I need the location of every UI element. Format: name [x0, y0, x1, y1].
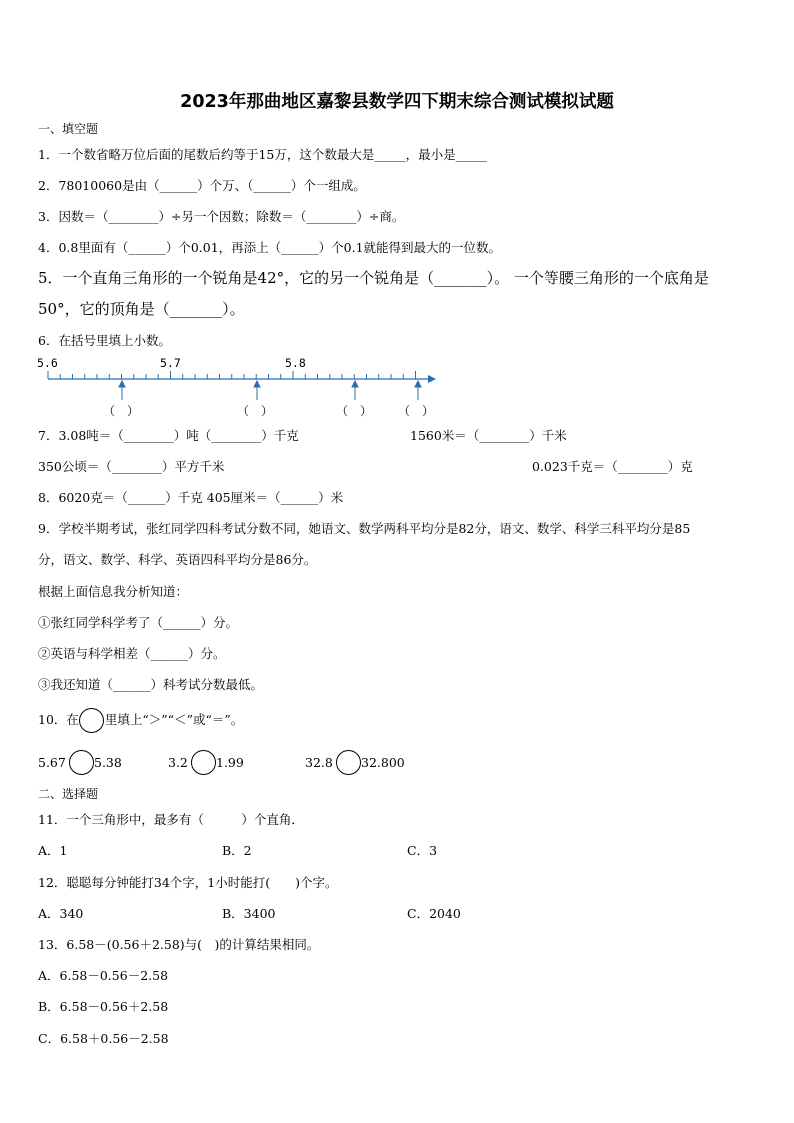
option-a: A．340	[38, 906, 84, 921]
number-line-blank: （ ）	[336, 404, 373, 418]
question-10-prefix: 10．在	[38, 712, 79, 727]
compare-circle[interactable]	[69, 750, 94, 775]
compare-circle[interactable]	[191, 750, 216, 775]
question-3: 3．因数＝（________）÷另一个因数；除数＝（________）÷商。	[38, 209, 405, 224]
question-8: 8．6020克＝（______）千克 405厘米＝（______）米	[38, 490, 344, 505]
number-line-label: 5.8	[285, 356, 306, 370]
number-line-blank: （ ）	[237, 404, 274, 418]
question-11: 11．一个三角形中，最多有（ ）个直角．	[38, 812, 304, 827]
compare-left: 5.67	[38, 755, 66, 770]
arrow-up-icon	[352, 381, 358, 387]
compare-left: 32.8	[305, 755, 333, 770]
question-10	[38, 712, 243, 728]
number-line-label: 5.6	[37, 356, 58, 370]
question-7-part-d: 0.023千克＝（________）克	[532, 459, 693, 474]
option-b: B．2	[222, 843, 252, 858]
question-7-part-b: 1560米＝（________）千米	[410, 428, 567, 443]
number-line	[0, 350, 794, 430]
option-a: A．1	[38, 843, 68, 858]
compare-right: 5.38	[94, 755, 122, 770]
arrow-up-icon	[415, 381, 421, 387]
question-9-line-3: 根据上面信息我分析知道：	[38, 584, 189, 599]
question-9-line-2: 分，语文、数学、科学、英语四科平均分是86分。	[38, 552, 317, 567]
arrow-right-icon	[428, 375, 436, 383]
question-9-sub-3: ③我还知道（______）科考试分数最低。	[38, 677, 264, 692]
option-c: C．3	[407, 843, 438, 858]
circle-icon	[79, 708, 104, 733]
question-10-suffix: 里填上“＞”“＜”或“＝”。	[104, 712, 244, 727]
option-b: B．3400	[222, 906, 276, 921]
section-heading-choice: 二、选择题	[38, 787, 99, 801]
question-2: 2．78010060是由（______）个万、（______）个一组成。	[38, 178, 366, 193]
question-4: 4．0.8里面有（______）个0.01，再添上（______）个0.1就能得到最大的一位数。	[38, 240, 502, 255]
compare-item	[38, 755, 66, 771]
question-9-sub-2: ②英语与科学相差（______）分。	[38, 646, 226, 661]
number-line-label: 5.7	[160, 356, 181, 370]
question-7-part-c: 350公顷＝（________）平方千米	[38, 459, 225, 474]
arrow-up-icon	[119, 381, 125, 387]
question-5-line-1: 5．一个直角三角形的一个锐角是42°，它的另一个锐角是（_______）。 一个等腰三角形的一个底角是	[38, 269, 709, 287]
compare-right: 1.99	[216, 755, 244, 770]
question-12: 12．聪聪每分钟能打34个字，1小时能打( )个字。	[38, 875, 338, 890]
compare-right: 32.800	[361, 755, 405, 770]
option-b: B．6.58－0.56＋2.58	[38, 999, 169, 1014]
arrow-up-icon	[254, 381, 260, 387]
section-heading-fill-blank: 一、填空题	[38, 122, 99, 136]
question-9-sub-1: ①张红同学科学考了（______）分。	[38, 615, 239, 630]
question-5-line-2: 50°，它的顶角是（_______）。	[38, 300, 245, 318]
question-13: 13．6.58－(0.56＋2.58)与( )的计算结果相同。	[38, 937, 320, 952]
option-c: C．2040	[407, 906, 461, 921]
question-9-line-1: 9．学校半期考试，张红同学四科考试分数不同，她语文、数学两科平均分是82分，语文、数学、科学三科平均分是85	[38, 521, 691, 536]
compare-left: 3.2	[168, 755, 188, 770]
question-6: 6．在括号里填上小数。	[38, 333, 171, 348]
page-title: 2023年那曲地区嘉黎县数学四下期末综合测试模拟试题	[180, 92, 614, 112]
number-line-blank: （ ）	[398, 404, 435, 418]
compare-circle[interactable]	[336, 750, 361, 775]
question-1: 1．一个数省略万位后面的尾数后约等于15万，这个数最大是_____，最小是_____	[38, 147, 487, 162]
number-line-blank: （ ）	[103, 404, 140, 418]
option-a: A．6.58－0.56－2.58	[38, 968, 169, 983]
option-c: C．6.58＋0.56－2.58	[38, 1031, 169, 1046]
question-7-part-a: 7．3.08吨＝（________）吨（________）千克	[38, 428, 299, 443]
